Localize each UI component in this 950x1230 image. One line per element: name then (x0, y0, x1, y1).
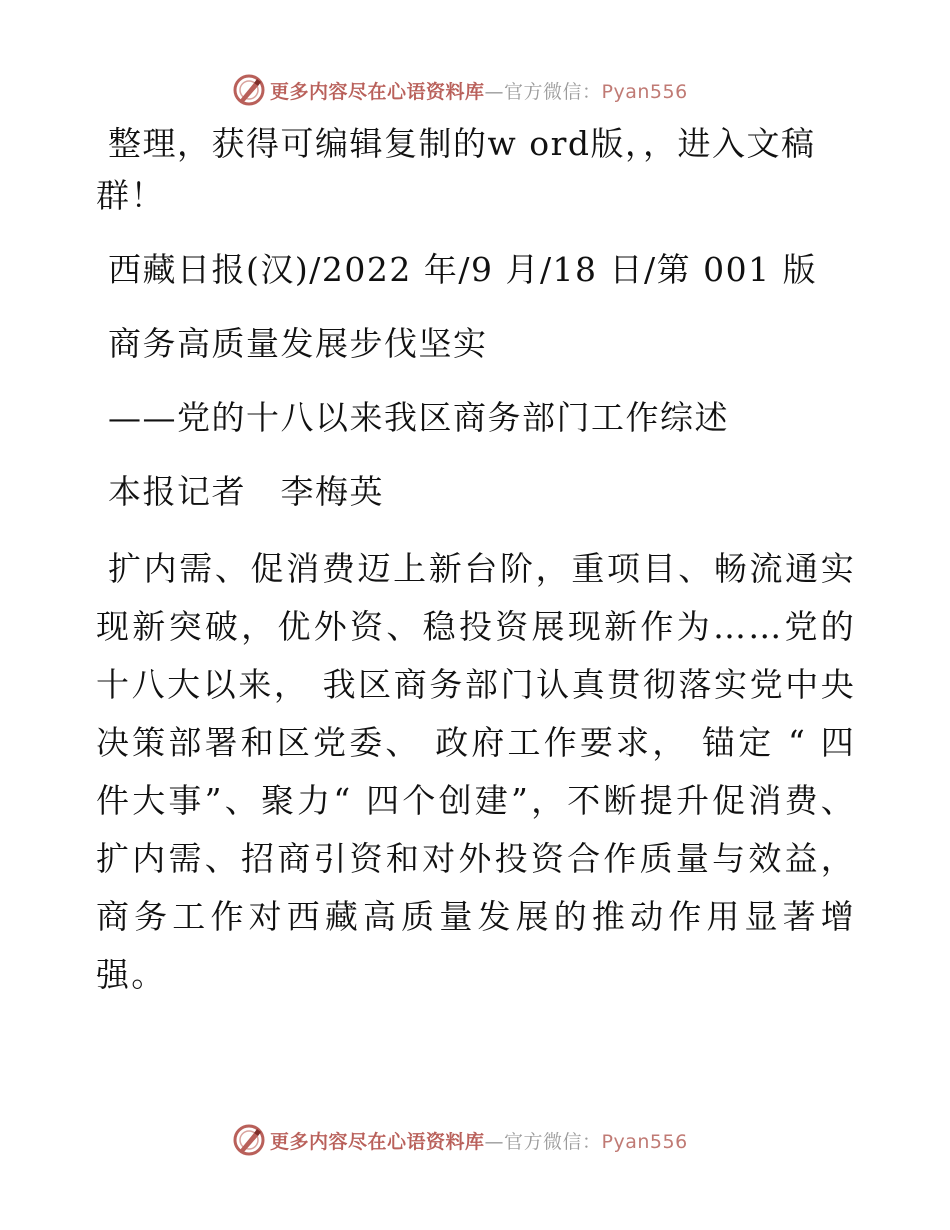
footer-watermark (232, 1122, 688, 1158)
body-paragraph: 扩内需、促消费迈上新台阶，重项目、畅流通实现新突破，优外资、稳投资展现新作为……党的十八大以来， 我区商务部门认真贯彻落实党中央决策部署和区党委、 政府工作要求， 锚定 “ 四件大事”、聚力“ 四个创建”，不断提升促消费、扩内需、招商引资和对外投资合作质量与效益，商务工作对西藏高质量发展的推动作用显著增强。 (96, 549, 856, 994)
pen-circle-icon (232, 73, 266, 107)
watermark-separator: —官方微信： (484, 1130, 602, 1153)
document-body (96, 118, 856, 1004)
intro-paragraph: 整理，获得可编辑复制的w ord版，，进入文稿群！ (96, 124, 816, 215)
pen-circle-icon (232, 1123, 266, 1157)
watermark-wechat-id: Pyan556 (601, 80, 688, 103)
source-line: 西藏日报(汉)/2022 年/9 月/18 日/第 001 版 (108, 250, 818, 289)
article-subtitle: ——党的十八以来我区商务部门工作综述 (108, 398, 729, 437)
watermark-brand-text: 更多内容尽在心语资料库 (270, 80, 485, 103)
header-watermark (232, 72, 688, 108)
article-title: 商务高质量发展步伐坚实 (108, 324, 488, 363)
byline: 本报记者 李梅英 (108, 472, 384, 511)
watermark-separator: —官方微信： (484, 80, 602, 103)
watermark-brand-text: 更多内容尽在心语资料库 (270, 1130, 485, 1153)
watermark-wechat-id: Pyan556 (601, 1130, 688, 1153)
